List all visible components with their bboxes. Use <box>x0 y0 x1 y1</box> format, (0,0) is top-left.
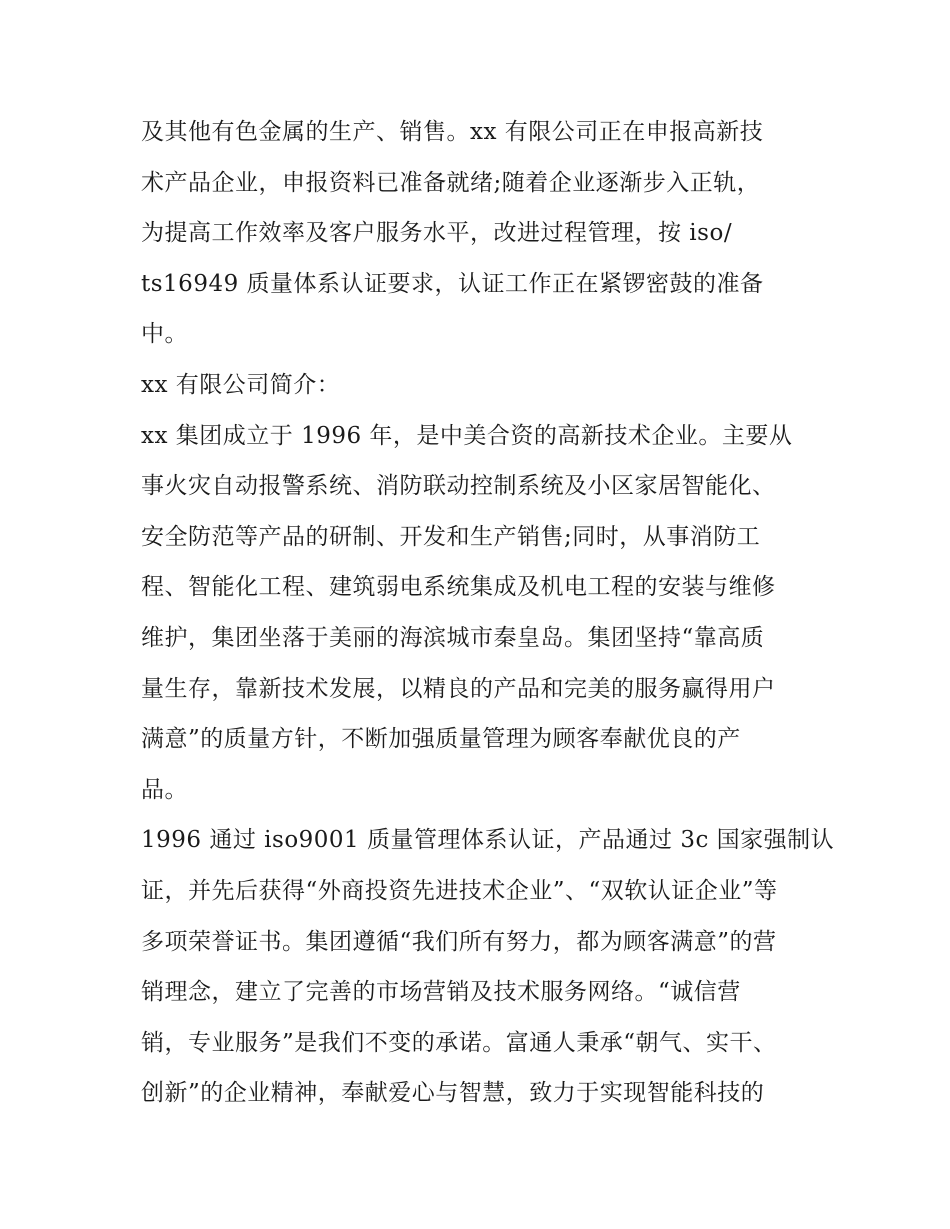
text-line: 满意”的质量方针，不断加强质量管理为顾客奉献优良的产 <box>141 726 741 753</box>
text-line: 及其他有色金属的生产、销售。xx 有限公司正在申报高新技 <box>141 119 764 145</box>
text-line: ts16949 质量体系认证要求，认证工作正在紧锣密鼓的准备 <box>141 270 764 297</box>
text-line: 中。 <box>141 321 188 348</box>
text-line: 创新”的企业精神，奉献爱心与智慧，致力于实现智能科技的 <box>141 1080 765 1107</box>
text-line: 维护，集团坐落于美丽的海滨城市秦皇岛。集团坚持“靠高质 <box>141 624 765 651</box>
text-line: 事火灾自动报警系统、消防联动控制系统及小区家居智能化、 <box>141 473 776 500</box>
text-line: 多项荣誉证书。集团遵循“我们所有努力，都为顾客满意”的营 <box>141 928 777 955</box>
text-line: 量生存，靠新技术发展，以精良的产品和完美的服务赢得用户 <box>141 675 776 702</box>
section-heading: xx 有限公司简介： <box>141 371 341 398</box>
text-line: 1996 通过 iso9001 质量管理体系认证，产品通过 3c 国家强制认 <box>141 827 835 854</box>
text-line: 销，专业服务”是我们不变的承诺。富通人秉承“朝气、实干、 <box>141 1029 777 1056</box>
text-line: 术产品企业，申报资料已准备就绪;随着企业逐渐步入正轨， <box>141 169 761 196</box>
text-line: 品。 <box>141 776 188 803</box>
body-text <box>141 107 835 1119</box>
text-line: 为提高工作效率及客户服务水平，改进过程管理，按 iso/ <box>141 220 733 247</box>
text-line: 安全防范等产品的研制、开发和生产销售;同时，从事消防工 <box>141 523 761 550</box>
text-line: 销理念，建立了完善的市场营销及技术服务网络。“诚信营 <box>141 979 741 1006</box>
text-line: xx 集团成立于 1996 年，是中美合资的高新技术企业。主要从 <box>141 422 793 449</box>
text-line: 程、智能化工程、建筑弱电系统集成及机电工程的安装与维修 <box>141 574 776 601</box>
text-line: 证，并先后获得“外商投资先进技术企业”、“双软认证企业”等 <box>141 877 778 904</box>
